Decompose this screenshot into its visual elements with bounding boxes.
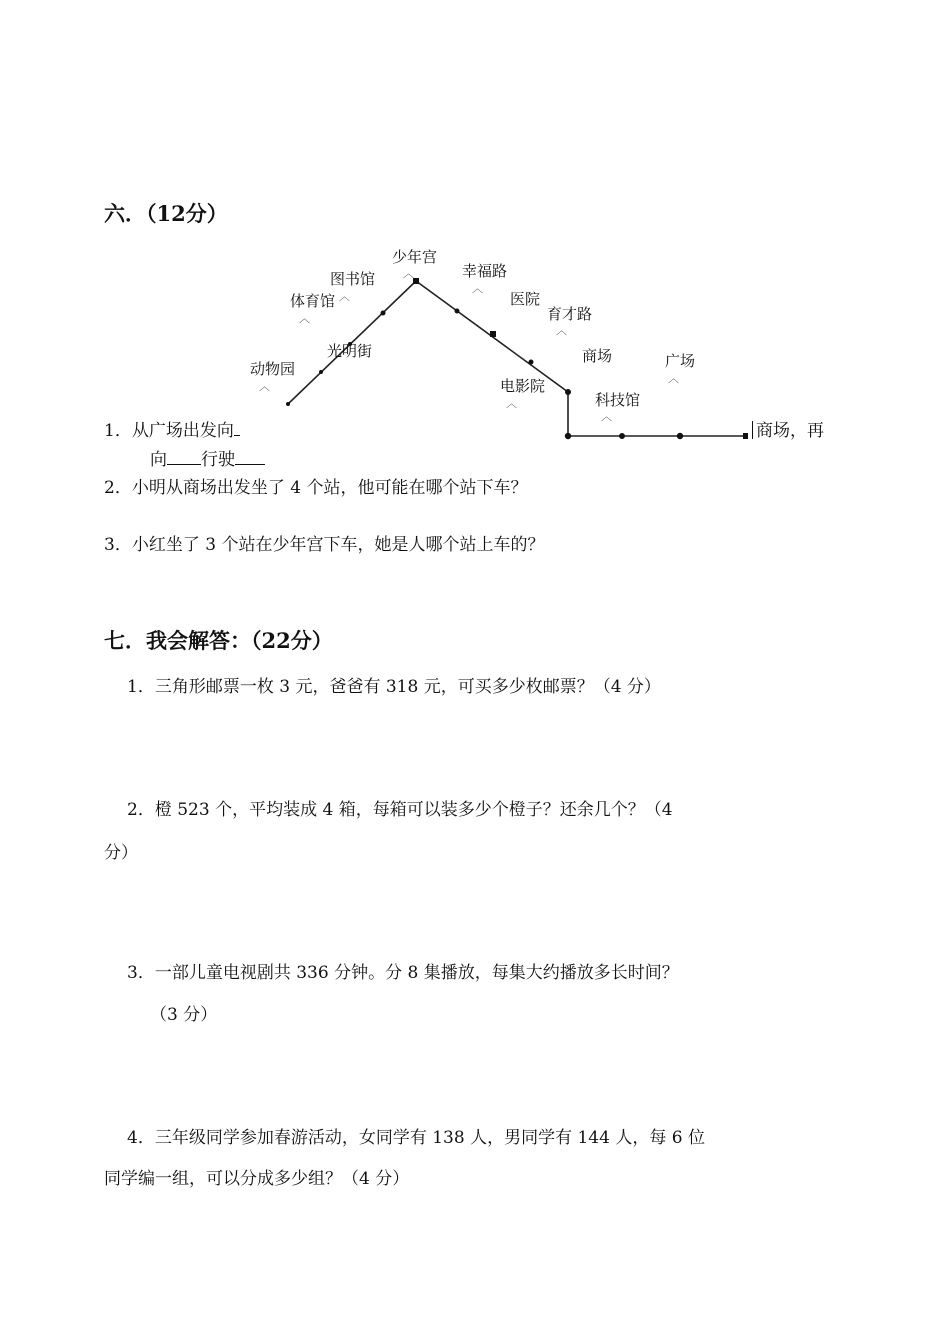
caret-mark: ︿ xyxy=(259,380,270,393)
question-6-1-line2: 向 行驶 xyxy=(150,445,265,470)
caret-mark: ︿ xyxy=(403,267,414,280)
caret-mark: ︿ xyxy=(601,410,612,423)
question-7-3-line2: （3 分） xyxy=(150,1005,218,1025)
stop-dot xyxy=(319,370,323,374)
station-label: 电影院 xyxy=(500,377,546,395)
stop-square xyxy=(743,433,748,439)
station-label: 光明街 xyxy=(327,342,373,360)
station-label: 图书馆 xyxy=(330,270,376,288)
station-label: 幸福路 xyxy=(462,262,508,280)
stop-dot xyxy=(381,311,386,316)
question-7-2-line1: 2．橙 523 个，平均装成 4 箱，每箱可以装多少个橙子？还余几个？（4 xyxy=(127,800,673,820)
station-label: 科技馆 xyxy=(595,391,641,409)
stop-dot xyxy=(286,402,290,406)
section-7-heading: 七．我会解答：（22分） xyxy=(104,628,333,653)
stop-dot xyxy=(455,309,460,314)
question-7-1: 1．三角形邮票一枚 3 元，爸爸有 318 元，可买多少枚邮票？（4 分） xyxy=(127,677,661,697)
caret-mark: ︿ xyxy=(506,397,517,410)
caret-mark: ︿ xyxy=(472,282,483,295)
question-7-4-line2: 同学编一组，可以分成多少组？（4 分） xyxy=(104,1169,410,1189)
caret-mark: ︿ xyxy=(668,372,679,385)
caret-mark: ︿ xyxy=(556,324,567,337)
caret-mark: ︿ xyxy=(339,290,350,303)
question-6-2: 2．小明从商场出发坐了 4 个站，他可能在哪个站下车？ xyxy=(104,478,528,498)
stop-square xyxy=(490,331,496,337)
station-label: 广场 xyxy=(665,352,696,370)
question-6-1-prefix: 1．从广场出发向 xyxy=(104,416,240,441)
station-label: 商场 xyxy=(582,347,613,365)
question-6-3: 3．小红坐了 3 个站在少年宫下车，她是人哪个站上车的？ xyxy=(104,535,545,555)
stop-dot xyxy=(677,433,683,439)
caret-mark: ︿ xyxy=(299,312,310,325)
stop-dot xyxy=(529,360,534,365)
stop-dot xyxy=(619,433,625,439)
section-6-heading: 六．（12分） xyxy=(104,201,228,226)
question-7-2-line2: 分） xyxy=(104,843,138,863)
station-label: 育才路 xyxy=(547,305,593,323)
question-7-3-line1: 3．一部儿童电视剧共 336 分钟。分 8 集播放，每集大约播放多长时间？ xyxy=(127,963,679,983)
stop-dot xyxy=(565,433,571,439)
question-6-1-suffix: 商场，再 xyxy=(752,416,824,441)
station-label: 动物园 xyxy=(250,360,296,378)
station-label: 少年宫 xyxy=(392,248,438,266)
question-7-4-line1: 4．三年级同学参加春游活动，女同学有 138 人，男同学有 144 人，每 6 位 xyxy=(127,1128,705,1148)
station-label: 体育馆 xyxy=(290,292,336,310)
station-label: 医院 xyxy=(510,290,541,308)
stop-dot xyxy=(565,389,571,395)
